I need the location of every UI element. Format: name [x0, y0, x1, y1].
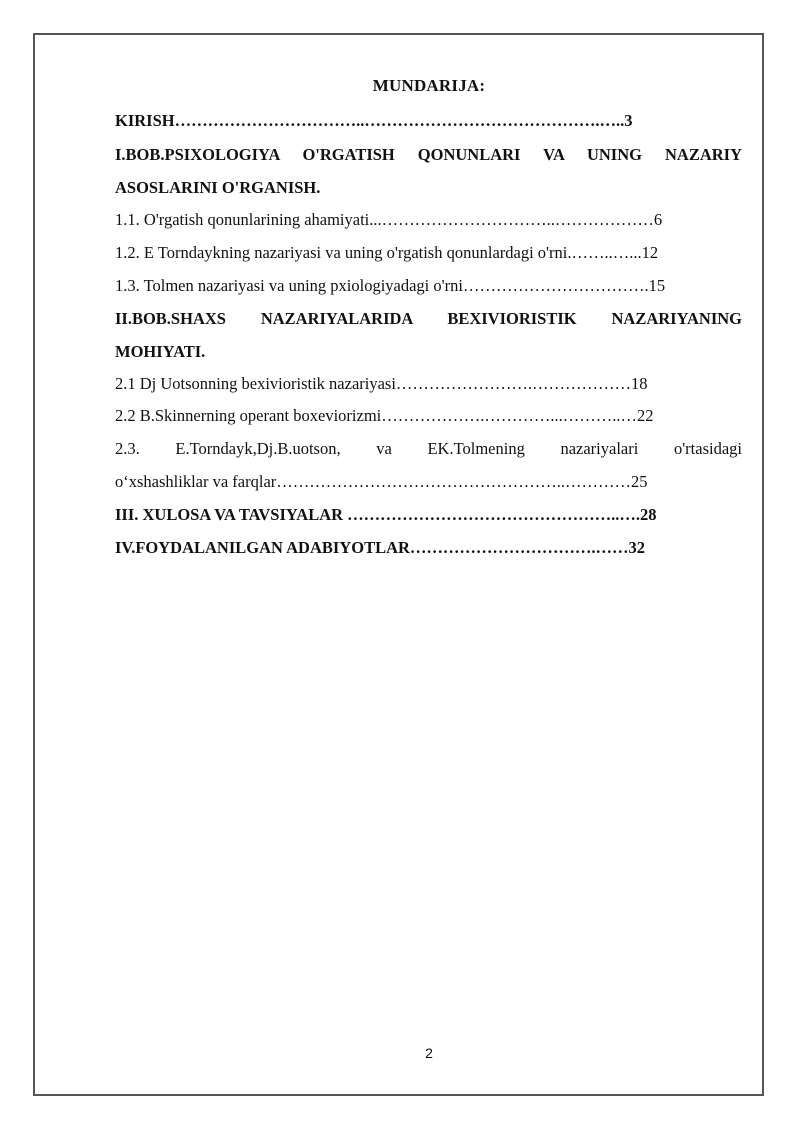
toc-chapter-1-heading: I.BOB.PSIXOLOGIYA O'RGATISH QONUNLARI VA UNING NAZARIY	[115, 145, 742, 164]
toc-chapter-1-heading-cont: ASOSLARINI O'RGANISH.	[115, 178, 321, 197]
toc-entry-2-3-cont: o‘xshashliklar va farqlar……………………………………………..…………25	[115, 472, 648, 491]
toc-entry-2-1: 2.1 Dj Uotsonning bexivioristik nazariyasi…………………….………………18	[115, 374, 648, 393]
page-number: 2	[425, 1045, 433, 1061]
toc-chapter-2-heading: II.BOB.SHAXS NAZARIYALARIDA BEXIVIORISTIK NAZARIYANING	[115, 309, 742, 328]
toc-entry-adabiyotlar: IV.FOYDALANILGAN ADABIYOTLAR…………………………….……32	[115, 538, 646, 557]
toc-entry-1-1: 1.1. O'rgatish qonunlarining ahamiyati...…………………………..………………6	[115, 210, 663, 229]
toc-title: MUNDARIJA:	[372, 76, 486, 95]
toc-entry-2-3: 2.3. E.Torndayk,Dj.B.uotson, va EK.Tolmening nazariyalari o'rtasidagi	[115, 439, 742, 458]
toc-chapter-2-heading-cont: MOHIYATI.	[115, 342, 206, 361]
toc-entry-xulosa: III. XULOSA VA TAVSIYALAR …………………………………………..….28	[115, 505, 657, 524]
toc-entry-1-3: 1.3. Tolmen nazariyasi va uning pxiologiyadagi o'rni…………………………….15	[115, 276, 666, 295]
toc-entry-kirish: KIRISH……………………………..…………………………………….…..3	[115, 111, 633, 130]
toc-entry-1-2: 1.2. E Torndaykning nazariyasi va uning o'rgatish qonunlardagi o'rni.……..…...12	[115, 243, 659, 262]
toc-entry-2-2: 2.2 B.Skinnerning operant boxeviorizmi……………….…………...………..…22	[115, 406, 654, 425]
